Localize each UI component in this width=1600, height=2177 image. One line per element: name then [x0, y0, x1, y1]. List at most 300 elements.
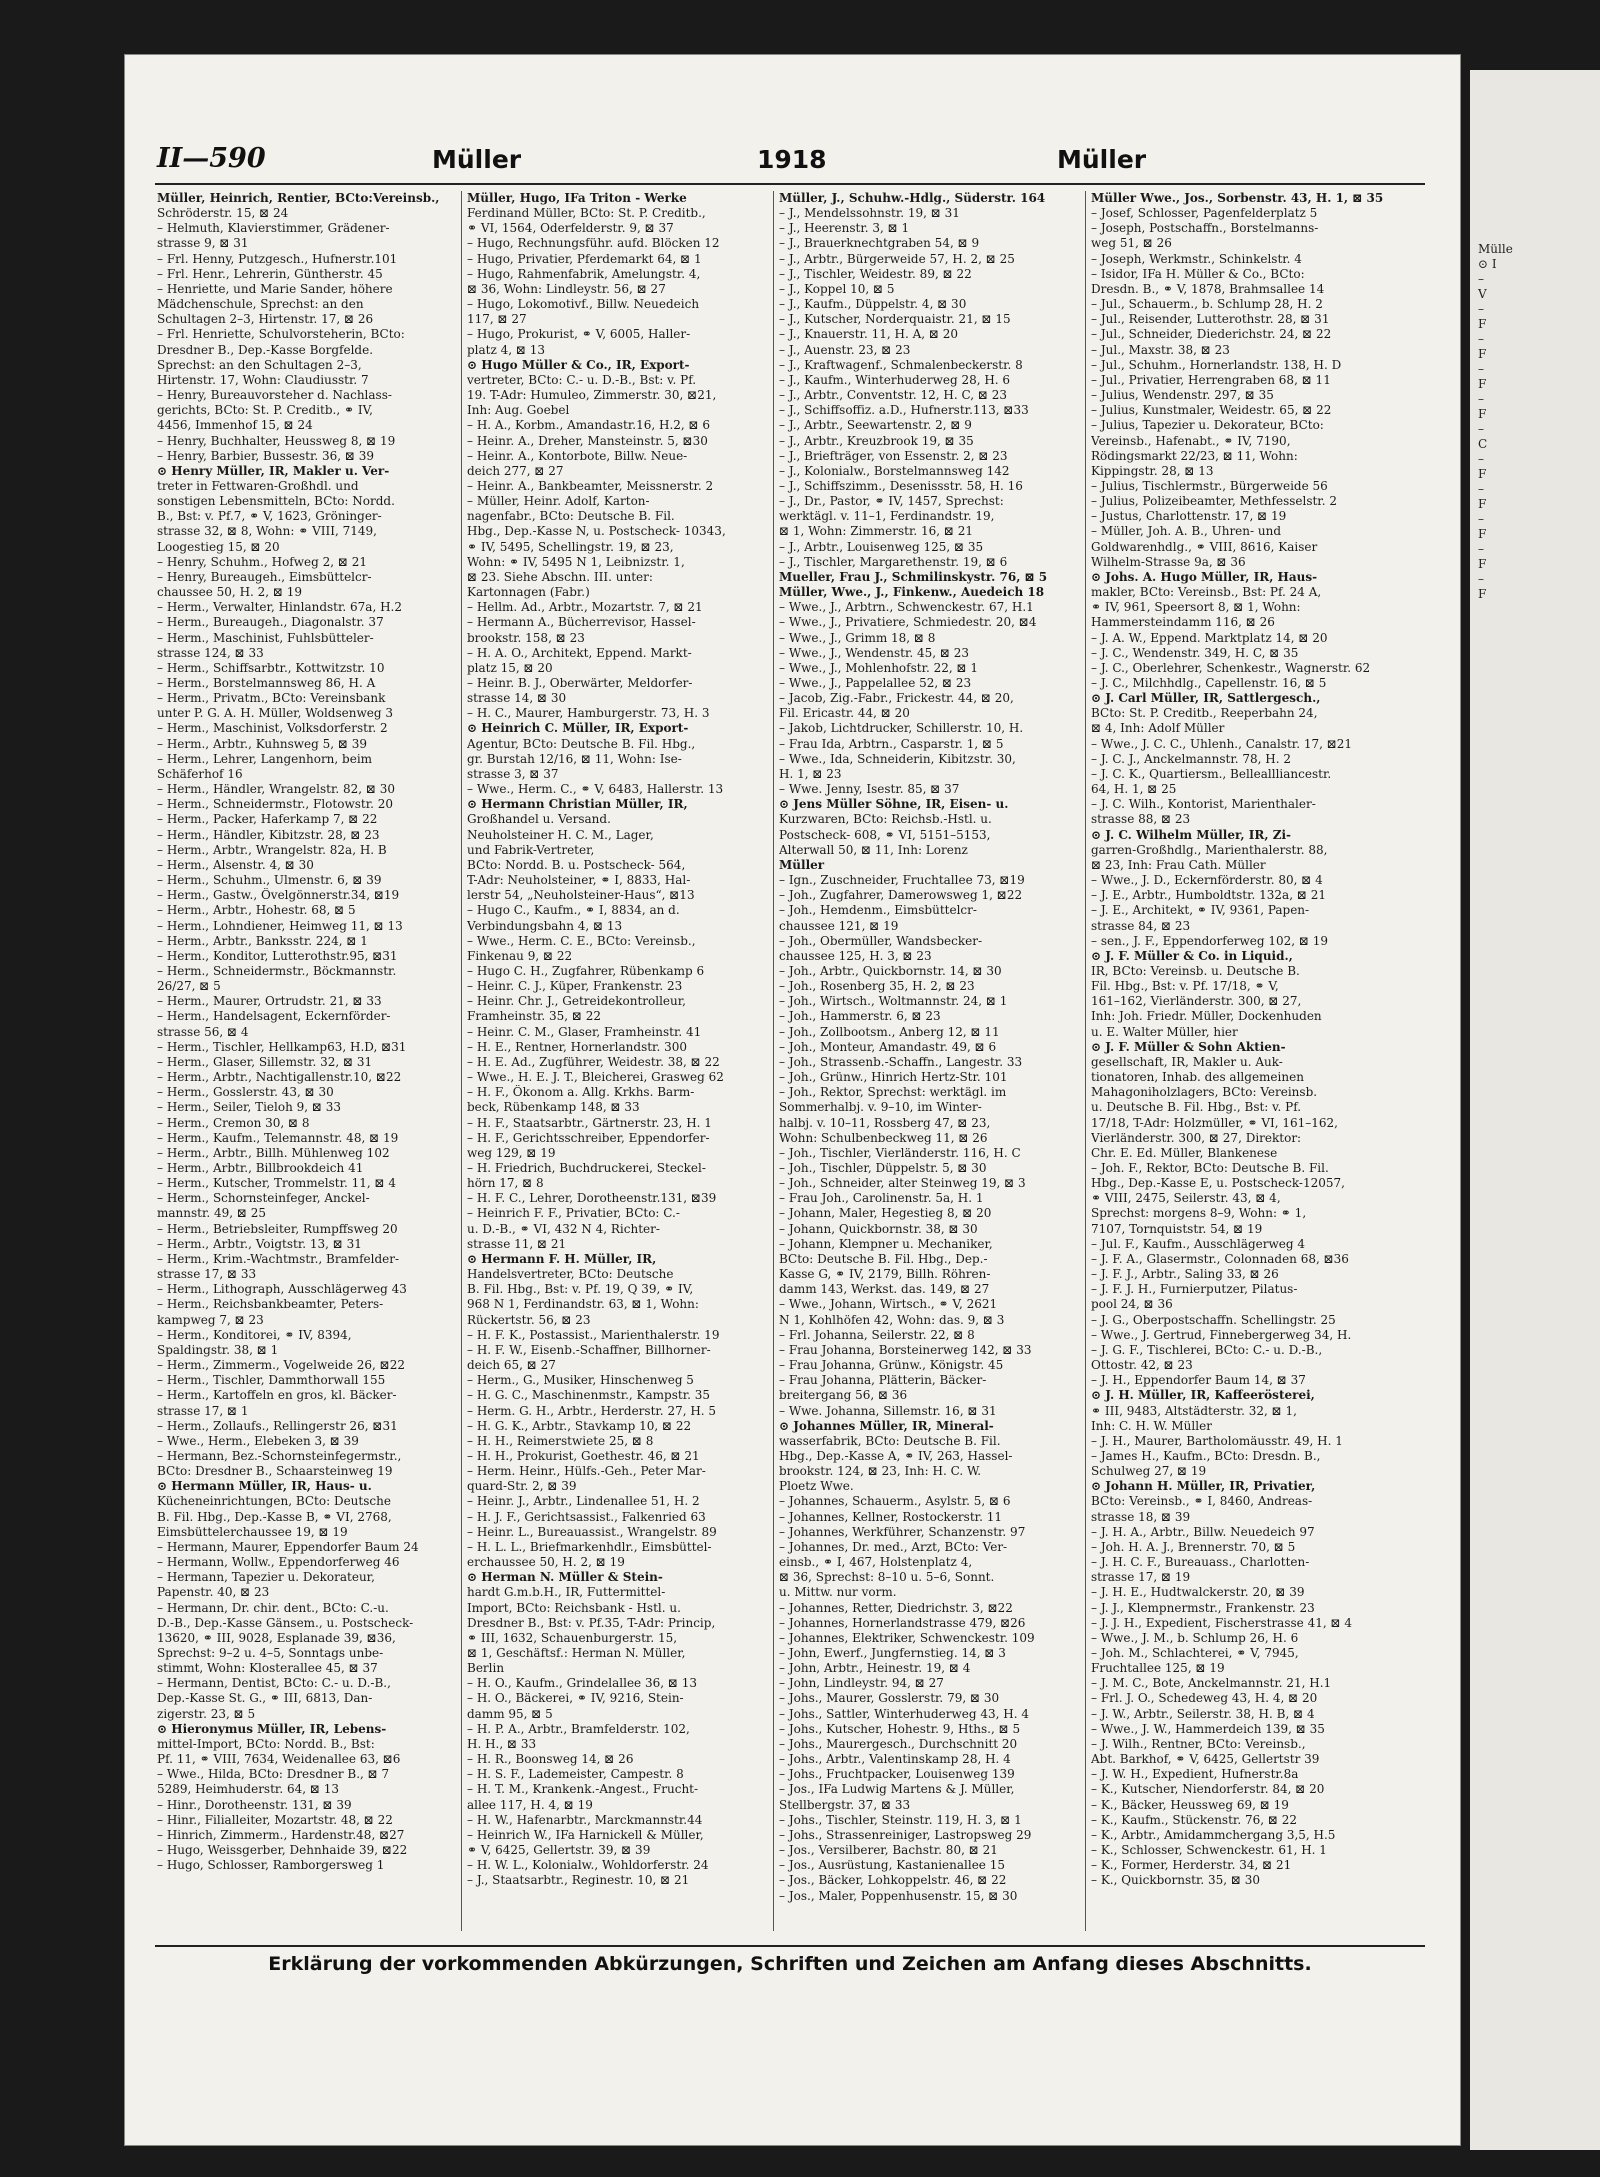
- entry-line: Dresdner B., Dep.-Kasse Borgfelde.: [157, 342, 374, 357]
- entry-line: ⊙ Johs. A. Hugo Müller, IR, Haus-: [1091, 569, 1318, 584]
- entry-line: Mädchenschule, Sprechst: an den: [157, 297, 364, 312]
- entry-line: strasse 88, ⊠ 23: [1091, 812, 1191, 827]
- entry-line: – Müller, Heinr. Adolf, Karton-: [467, 494, 650, 509]
- entry-line: – Hermann, Dentist, BCto: C.- u. D.-B.,: [157, 1676, 391, 1691]
- entry-line: – Herm., Konditorei, ⚭ IV, 8394,: [157, 1327, 352, 1342]
- entry-line: ⊙ Hermann Müller, IR, Haus- u.: [157, 1479, 372, 1494]
- entry-line: – H. G. C., Maschinenmstr., Kampstr. 35: [467, 1388, 711, 1403]
- entry-line: – J., Kaufm., Düppelstr. 4, ⊠ 30: [779, 297, 967, 312]
- entry-line: Dresdner B., Bst: v. Pf.35, T-Adr: Princip,: [467, 1615, 716, 1630]
- entry-line: 161–162, Vierländerstr. 300, ⊠ 27,: [1091, 994, 1302, 1009]
- entry-line: – Joh. M., Schlachterei, ⚭ V, 7945,: [1091, 1646, 1299, 1660]
- entry-line: Rödingsmarkt 22/23, ⊠ 11, Wohn:: [1091, 448, 1298, 463]
- entry-line: Loogestieg 15, ⊠ 20: [157, 539, 280, 554]
- entry-line: – Joh., Zollbootsm., Anberg 12, ⊠ 11: [779, 1024, 1000, 1039]
- entry-line: – Johannes, Hornerlandstrasse 479, ⊠26: [779, 1615, 1026, 1630]
- entry-line: – Wwe., J. W., Hammerdeich 139, ⊠ 35: [1091, 1721, 1325, 1736]
- entry-line: strasse 3, ⊠ 37: [467, 766, 559, 781]
- entry-line: ⊙ J. F. Müller & Co. in Liquid.,: [1091, 948, 1293, 963]
- entry-line: – Julius, Tischlermstr., Bürgerweide 56: [1091, 478, 1328, 493]
- entry-line: – Hinr., Dorotheenstr. 131, ⊠ 39: [157, 1797, 352, 1812]
- entry-line: erchaussee 50, H. 2, ⊠ 19: [467, 1555, 625, 1570]
- entry-line: Ploetz Wwe.: [779, 1479, 854, 1494]
- entry-line: Framheinstr. 35, ⊠ 22: [467, 1009, 602, 1024]
- entry-line: Sommerhalbj. v. 9–10, im Winter-: [779, 1100, 982, 1115]
- entry-line: – Henry, Bureaugeh., Eimsbüttelcr-: [157, 569, 372, 584]
- fragment-line: F: [1478, 317, 1487, 331]
- entry-line: – J. F. J. H., Furnierputzer, Pilatus-: [1091, 1282, 1298, 1297]
- entry-line: – Frl. J. O., Schedeweg 43, H. 4, ⊠ 20: [1091, 1691, 1318, 1706]
- entry-line: – H. L. L., Briefmarkenhdlr., Eimsbüttel-: [467, 1539, 712, 1554]
- entry-line: – Wwe., Herm., Elebeken 3, ⊠ 39: [157, 1433, 359, 1448]
- entry-line: – J. C., Milchhdlg., Capellenstr. 16, ⊠ 5: [1091, 676, 1327, 690]
- entry-line: – Joh., Zugfahrer, Damerowsweg 1, ⊠22: [779, 888, 1023, 903]
- fragment-line: V: [1478, 287, 1487, 301]
- entry-line: – Herm., Maschinist, Volksdorferstr. 2: [157, 721, 388, 736]
- entry-line: – Heinr. C. M., Glaser, Framheinstr. 41: [467, 1024, 702, 1039]
- entry-line: – Frau Johanna, Grünw., Königstr. 45: [779, 1358, 1004, 1373]
- entry-column-1: [157, 191, 453, 1873]
- entry-line: – Wwe. Jenny, Isestr. 85, ⊠ 37: [779, 782, 960, 797]
- entry-line: – Hermann, Dr. chir. dent., BCto: C.-u.: [157, 1600, 389, 1615]
- fragment-line: –: [1478, 392, 1484, 406]
- entry-line: und Fabrik-Vertreter,: [467, 842, 595, 857]
- entry-line: – Müller, Joh. A. B., Uhren- und: [1091, 524, 1282, 539]
- entry-line: – Wwe. Johanna, Sillemstr. 16, ⊠ 31: [779, 1403, 997, 1418]
- entry-line: – Julius, Tapezier u. Dekorateur, BCto:: [1091, 418, 1324, 433]
- entry-line: ⊙ J. Carl Müller, IR, Sattlergesch.,: [1091, 691, 1321, 706]
- entry-line: ⊠ 1, Geschäftsf.: Herman N. Müller,: [467, 1646, 686, 1660]
- entry-line: – Johs., Arbtr., Valentinskamp 28, H. 4: [779, 1752, 1011, 1767]
- entry-line: sonstigen Lebensmitteln, BCto: Nordd.: [157, 494, 395, 509]
- entry-line: – Herm., Lehrer, Langenhorn, beim: [157, 751, 373, 766]
- entry-line: – Johannes, Schauerm., Asylstr. 5, ⊠ 6: [779, 1494, 1011, 1509]
- entry-line: – Wwe., J. Gertrud, Finnebergerweg 34, H.: [1091, 1327, 1352, 1342]
- entry-line: – Jacob, Zig.-Fabr., Frickestr. 44, ⊠ 20,: [779, 691, 1014, 706]
- entry-line: – Hugo, Rechnungsführ. aufd. Blöcken 12: [467, 236, 720, 251]
- entry-line: – Isidor, IFa H. Müller & Co., BCto:: [1091, 266, 1305, 281]
- entry-line: – Frau Johanna, Plätterin, Bäcker-: [779, 1373, 987, 1388]
- entry-line: – Herm., Arbtr., Wrangelstr. 82a, H. B: [157, 842, 387, 857]
- entry-line: – J., Schiffszimm., Desenissstr. 58, H. 16: [779, 478, 1023, 493]
- entry-line: – Hugo, Lokomotivf., Billw. Neuedeich: [467, 297, 700, 312]
- entry-line: – J. C., Wendenstr. 349, H. C, ⊠ 35: [1091, 645, 1299, 660]
- entry-line: 64, H. 1, ⊠ 25: [1091, 782, 1177, 797]
- entry-line: strasse 18, ⊠ 39: [1091, 1509, 1191, 1524]
- entry-line: D.-B., Dep.-Kasse Gänsem., u. Postscheck-: [157, 1615, 414, 1630]
- entry-line: Vereinsb., Hafenabt., ⚭ IV, 7190,: [1091, 433, 1291, 448]
- entry-line: strasse 32, ⊠ 8, Wohn: ⚭ VIII, 7149,: [157, 524, 377, 539]
- entry-line: – Hermann, Tapezier u. Dekorateur,: [157, 1570, 375, 1585]
- page-number: II—590: [157, 143, 266, 174]
- entry-line: Hammersteindamm 116, ⊠ 26: [1091, 615, 1275, 630]
- entry-line: – Heinr. A., Kontorbote, Billw. Neue-: [467, 448, 688, 463]
- entry-line: Kartonnagen (Fabr.): [467, 585, 590, 600]
- entry-line: – Joh., Monteur, Amandastr. 49, ⊠ 6: [779, 1039, 997, 1054]
- entry-line: – Hermann, Wollw., Eppendorferweg 46: [157, 1555, 400, 1570]
- entry-line: Kücheneinrichtungen, BCto: Deutsche: [157, 1494, 391, 1509]
- fragment-line: F: [1478, 467, 1487, 481]
- entry-line: – Frl. Henr., Lehrerin, Güntherstr. 45: [157, 266, 383, 281]
- entry-line: chaussee 50, H. 2, ⊠ 19: [157, 585, 303, 600]
- entry-line: – Herm., Arbtr., Nachtigallenstr.10, ⊠22: [157, 1070, 402, 1085]
- entry-line: Spaldingstr. 38, ⊠ 1: [157, 1342, 279, 1357]
- entry-line: – Herm. Heinr., Hülfs.-Geh., Peter Mar-: [467, 1464, 706, 1479]
- entry-line: – J., Kutscher, Norderquaistr. 21, ⊠ 15: [779, 312, 1011, 327]
- entry-line: Inh: C. H. W. Müller: [1091, 1418, 1212, 1433]
- entry-line: ⚭ III, 9483, Altstädterstr. 32, ⊠ 1,: [1091, 1403, 1297, 1418]
- entry-line: – Frl. Henny, Putzgesch., Hufnerstr.101: [157, 251, 398, 266]
- fragment-line: –: [1478, 452, 1484, 466]
- entry-line: – K., Former, Herderstr. 34, ⊠ 21: [1091, 1858, 1292, 1873]
- entry-line: quard-Str. 2, ⊠ 39: [467, 1479, 577, 1494]
- entry-line: – J., Knauerstr. 11, H. A, ⊠ 20: [779, 327, 959, 342]
- entry-line: weg 129, ⊠ 19: [467, 1145, 556, 1160]
- entry-line: – Jul., Privatier, Herrengraben 68, ⊠ 11: [1091, 372, 1331, 387]
- entry-line: IR, BCto: Vereinsb. u. Deutsche B.: [1091, 963, 1300, 978]
- entry-line: ⊙ Hermann F. H. Müller, IR,: [467, 1251, 657, 1266]
- entry-line: – Frau Ida, Arbtrn., Casparstr. 1, ⊠ 5: [779, 736, 1004, 751]
- entry-line: Mahagoniholzlagers, BCto: Vereinsb.: [1091, 1085, 1318, 1100]
- fragment-line: –: [1478, 302, 1484, 316]
- entry-line: Müller: [779, 857, 825, 872]
- entry-line: Sprechst: an den Schultagen 2–3,: [157, 357, 362, 372]
- entry-line: Chr. E. Ed. Müller, Blankenese: [1091, 1145, 1278, 1160]
- next-page-fragment: [1478, 242, 1598, 602]
- entry-line: – Herm., Borstelmannsweg 86, H. A: [157, 676, 376, 690]
- fragment-line: –: [1478, 272, 1484, 286]
- entry-line: – K., Bäcker, Heussweg 69, ⊠ 19: [1091, 1797, 1289, 1812]
- entry-line: – Joh., Arbtr., Quickbornstr. 14, ⊠ 30: [779, 963, 1002, 978]
- entry-line: – J. H. C. F., Bureauass., Charlotten-: [1091, 1555, 1310, 1570]
- entry-line: – J. C. J., Anckelmannstr. 78, H. 2: [1091, 751, 1291, 766]
- entry-line: – J. W. H., Expedient, Hufnerstr.8a: [1091, 1767, 1299, 1782]
- entry-line: – Jul., Schneider, Diederichstr. 24, ⊠ 22: [1091, 327, 1332, 342]
- entry-line: mittel-Import, BCto: Nordd. B., Bst:: [157, 1736, 375, 1751]
- entry-line: – Wwe., J., Arbtrn., Schwenckestr. 67, H.1: [779, 600, 1034, 615]
- entry-line: – H. R., Boonsweg 14, ⊠ 26: [467, 1752, 634, 1767]
- entry-line: – Herm., Händler, Kibitzstr. 28, ⊠ 23: [157, 827, 380, 842]
- entry-line: – Herm., Schneidermstr., Böckmannstr.: [157, 963, 397, 978]
- entry-line: ⊙ J. F. Müller & Sohn Aktien-: [1091, 1039, 1286, 1054]
- entry-line: – Joh., Hemdenm., Eimsbüttelcr-: [779, 903, 977, 918]
- entry-line: Sprechst: morgens 8–9, Wohn: ⚭ 1,: [1091, 1206, 1307, 1221]
- entry-line: – H. Friedrich, Buchdruckerei, Steckel-: [467, 1161, 706, 1175]
- entry-line: T-Adr: Neuholsteiner, ⚭ I, 8833, Hal-: [467, 873, 691, 888]
- entry-line: garren-Großhdlg., Marienthalerstr. 88,: [1091, 842, 1328, 857]
- entry-line: – Frau Johanna, Borsteinerweg 142, ⊠ 33: [779, 1342, 1032, 1357]
- entry-line: ⊙ Johannes Müller, IR, Mineral-: [779, 1418, 994, 1433]
- entry-line: – John, Arbtr., Heinestr. 19, ⊠ 4: [779, 1661, 971, 1676]
- entry-line: – H. P. A., Arbtr., Bramfelderstr. 102,: [467, 1721, 690, 1736]
- entry-line: u. D.-B., ⚭ VI, 432 N 4, Richter-: [467, 1221, 660, 1236]
- entry-line: Müller, Heinrich, Rentier, BCto:Vereinsb.,: [157, 191, 440, 205]
- column-divider: [773, 191, 774, 1931]
- entry-line: Dresdn. B., ⚭ V, 1878, Brahmsallee 14: [1091, 281, 1325, 296]
- entry-line: Postscheck- 608, ⚭ VI, 5151–5153,: [779, 827, 991, 842]
- entry-line: Müller, J., Schuhw.-Hdlg., Süderstr. 164: [779, 191, 1046, 205]
- entry-line: – Heinr. Chr. J., Getreidekontrolleur,: [467, 994, 686, 1009]
- entry-line: – J. C. K., Quartiersm., Belleallliancestr.: [1091, 766, 1332, 781]
- entry-line: Schröderstr. 15, ⊠ 24: [157, 206, 289, 221]
- entry-line: ⊙ Johann H. Müller, IR, Privatier,: [1091, 1479, 1316, 1494]
- entry-line: – Johannes, Werkführer, Schanzenstr. 97: [779, 1524, 1026, 1539]
- entry-line: – J. H., Eppendorfer Baum 14, ⊠ 37: [1091, 1373, 1306, 1388]
- entry-line: damm 95, ⊠ 5: [467, 1706, 553, 1721]
- entry-line: breitergang 56, ⊠ 36: [779, 1388, 908, 1403]
- entry-line: – Herm., Handelsagent, Eckernförder-: [157, 1009, 391, 1024]
- entry-line: deich 277, ⊠ 27: [467, 463, 564, 478]
- entry-line: – Heinr. J., Arbtr., Lindenallee 51, H. 2: [467, 1494, 700, 1509]
- entry-column-2: [467, 191, 763, 1889]
- entry-line: – H. F. K., Postassist., Marienthalerstr. 19: [467, 1327, 720, 1342]
- entry-line: – Herm., Privatm., BCto: Vereinsbank: [157, 691, 386, 706]
- entry-line: vertreter, BCto: C.- u. D.-B., Bst: v. Pf.: [467, 372, 697, 387]
- entry-line: ⊠ 4, Inh: Adolf Müller: [1091, 721, 1225, 736]
- entry-line: – Herm., Krim.-Wachtmstr., Bramfelder-: [157, 1251, 400, 1266]
- entry-line: ⚭ IV, 5495, Schellingstr. 19, ⊠ 23,: [467, 539, 674, 554]
- entry-line: – Johs., Kutscher, Hohestr. 9, Hths., ⊠ 5: [779, 1721, 1021, 1736]
- entry-line: – Johann, Klempner u. Mechaniker,: [779, 1236, 993, 1251]
- entry-line: – H. A., Korbm., Amandastr.16, H.2, ⊠ 6: [467, 418, 711, 433]
- entry-line: – Herm. G. H., Arbtr., Herderstr. 27, H. 5: [467, 1403, 717, 1418]
- entry-line: – Heinr. B. J., Oberwärter, Meldorfer-: [467, 676, 693, 690]
- entry-line: Papenstr. 40, ⊠ 23: [157, 1585, 270, 1600]
- entry-line: Schulweg 27, ⊠ 19: [1091, 1464, 1207, 1479]
- entry-line: – Johs., Maurer, Gosslerstr. 79, ⊠ 30: [779, 1691, 1000, 1706]
- entry-line: – Herm., Gosslerstr. 43, ⊠ 30: [157, 1085, 334, 1100]
- entry-line: – H. F., Ökonom a. Allg. Krkhs. Barm-: [467, 1085, 695, 1100]
- entry-line: – Herm., Arbtr., Hohestr. 68, ⊠ 5: [157, 903, 356, 918]
- entry-line: ⚭ VIII, 2475, Seilerstr. 43, ⊠ 4,: [1091, 1191, 1281, 1206]
- header-right-word: Müller: [1057, 145, 1147, 174]
- entry-line: – Wwe., J. M., b. Schlump 26, H. 6: [1091, 1630, 1299, 1645]
- entry-line: – K., Quickbornstr. 35, ⊠ 30: [1091, 1873, 1261, 1888]
- entry-line: – J., Tischler, Weidestr. 89, ⊠ 22: [779, 266, 972, 281]
- entry-line: – Herm., Verwalter, Hinlandstr. 67a, H.2: [157, 600, 403, 615]
- entry-line: lerstr 54, „Neuholsteiner-Haus“, ⊠13: [467, 888, 695, 903]
- entry-line: – Joh., Grünw., Hinrich Hertz-Str. 101: [779, 1070, 1008, 1085]
- entry-line: zigerstr. 23, ⊠ 5: [157, 1706, 256, 1721]
- entry-line: – Julius, Wendenstr. 297, ⊠ 35: [1091, 388, 1274, 403]
- entry-line: – Hermann, Bez.-Schornsteinfegermstr.,: [157, 1448, 402, 1463]
- entry-line: – J. H. E., Hudtwalckerstr. 20, ⊠ 39: [1091, 1585, 1305, 1600]
- entry-line: – Johannes, Dr. med., Arzt, BCto: Ver-: [779, 1539, 1008, 1554]
- entry-line: – Joh. H. A. J., Brennerstr. 70, ⊠ 5: [1091, 1539, 1296, 1554]
- entry-line: – J., Arbtr., Bürgerweide 57, H. 2, ⊠ 25: [779, 251, 1015, 266]
- entry-line: platz 15, ⊠ 20: [467, 660, 553, 675]
- entry-line: – Herm., Händler, Wrangelstr. 82, ⊠ 30: [157, 782, 396, 797]
- entry-line: Fil. Hbg., Bst: v. Pf. 17/18, ⚭ V,: [1091, 979, 1279, 994]
- entry-line: – H. H., Prokurist, Goethestr. 46, ⊠ 21: [467, 1448, 700, 1463]
- entry-line: gerichts, BCto: St. P. Creditb., ⚭ IV,: [157, 403, 373, 418]
- entry-line: Hbg., Dep.-Kasse N, u. Postscheck- 10343,: [467, 524, 726, 539]
- entry-line: – Johannes, Retter, Diedrichstr. 3, ⊠22: [779, 1600, 1013, 1615]
- entry-line: – Heinr. A., Bankbeamter, Meissnerstr. 2: [467, 478, 714, 493]
- entry-line: – Wwe., Ida, Schneiderin, Kibitzstr. 30,: [779, 751, 1016, 766]
- entry-line: Pf. 11, ⚭ VIII, 7634, Weidenallee 63, ⊠6: [157, 1752, 401, 1767]
- entry-line: damm 143, Werkst. das. 149, ⊠ 27: [779, 1282, 990, 1297]
- footer-rule: [155, 1945, 1425, 1947]
- entry-line: BCto: Nordd. B. u. Postscheck- 564,: [467, 857, 686, 872]
- entry-line: ⊠ 23. Siehe Abschn. III. unter:: [467, 569, 653, 584]
- entry-line: – Henry, Schuhm., Hofweg 2, ⊠ 21: [157, 554, 368, 569]
- entry-line: – Herm., Konditor, Lutterothstr.95, ⊠31: [157, 948, 398, 963]
- entry-line: – Justus, Charlottenstr. 17, ⊠ 19: [1091, 509, 1287, 524]
- entry-line: – J., Kaufm., Winterhuderweg 28, H. 6: [779, 372, 1011, 387]
- entry-line: ⊙ Hugo Müller & Co., IR, Export-: [467, 357, 690, 372]
- entry-line: Finkenau 9, ⊠ 22: [467, 948, 573, 963]
- entry-line: – Hinrich, Zimmerm., Hardenstr.48, ⊠27: [157, 1827, 405, 1842]
- entry-line: – Hugo, Privatier, Pferdemarkt 64, ⊠ 1: [467, 251, 702, 266]
- entry-line: Müller Wwe., Jos., Sorbenstr. 43, H. 1, ⊠ 35: [1091, 191, 1384, 205]
- entry-line: chaussee 121, ⊠ 19: [779, 918, 899, 933]
- entry-line: Ferdinand Müller, BCto: St. P. Creditb.,: [467, 206, 706, 221]
- entry-line: – J., Arbtr., Seewartenstr. 2, ⊠ 9: [779, 418, 972, 433]
- entry-line: ⊠ 36, Wohn: Lindleystr. 56, ⊠ 27: [467, 281, 666, 296]
- entry-line: 13620, ⚭ III, 9028, Esplanade 39, ⊠36,: [157, 1630, 396, 1645]
- entry-line: N 1, Kohlhöfen 42, Wohn: das. 9, ⊠ 3: [779, 1312, 1005, 1327]
- entry-line: – Wwe., J., Grimm 18, ⊠ 8: [779, 630, 936, 645]
- entry-line: 19. T-Adr: Humuleo, Zimmerstr. 30, ⊠21,: [467, 388, 717, 403]
- entry-line: – J. F. J., Arbtr., Saling 33, ⊠ 26: [1091, 1267, 1279, 1282]
- entry-line: – Joh., Wirtsch., Woltmannstr. 24, ⊠ 1: [779, 994, 1008, 1009]
- entry-line: – J., Schiffsoffiz. a.D., Hufnerstr.113, ⊠33: [779, 403, 1029, 418]
- fragment-line: –: [1478, 332, 1484, 346]
- entry-line: – J., Koppel 10, ⊠ 5: [779, 281, 895, 296]
- entry-line: – Joh., Rosenberg 35, H. 2, ⊠ 23: [779, 979, 975, 994]
- fragment-line: F: [1478, 407, 1487, 421]
- entry-line: beck, Rübenkamp 148, ⊠ 33: [467, 1100, 640, 1115]
- entry-line: – H. A. O., Architekt, Eppend. Markt-: [467, 645, 692, 660]
- entry-line: – H. O., Bäckerei, ⚭ IV, 9216, Stein-: [467, 1691, 684, 1706]
- entry-line: – Joh., Hammerstr. 6, ⊠ 23: [779, 1009, 941, 1024]
- entry-line: Inh: Joh. Friedr. Müller, Dockenhuden: [1091, 1009, 1322, 1024]
- entry-line: Müller, Hugo, IFa Triton - Werke: [467, 191, 687, 205]
- entry-line: deich 65, ⊠ 27: [467, 1358, 556, 1373]
- entry-line: Müller, Wwe., J., Finkenw., Auedeich 18: [779, 585, 1045, 600]
- entry-line: – Wwe., J. D., Eckernförderstr. 80, ⊠ 4: [1091, 873, 1323, 888]
- column-divider: [1085, 191, 1086, 1931]
- entry-line: – Hermann, Maurer, Eppendorfer Baum 24: [157, 1539, 419, 1554]
- fragment-line: F: [1478, 527, 1487, 541]
- entry-line: strasse 14, ⊠ 30: [467, 691, 567, 706]
- entry-line: – H. S. F., Lademeister, Campestr. 8: [467, 1767, 684, 1782]
- entry-line: – Herm., Cremon 30, ⊠ 8: [157, 1115, 310, 1130]
- entry-line: – Joh. F., Rektor, BCto: Deutsche B. Fil.: [1091, 1161, 1329, 1175]
- entry-line: ⊙ Heinrich C. Müller, IR, Export-: [467, 721, 689, 736]
- entry-line: – Heinr. L., Bureauassist., Wrangelstr. 89: [467, 1524, 717, 1539]
- entry-line: – Jos., Maler, Poppenhusenstr. 15, ⊠ 30: [779, 1888, 1018, 1903]
- entry-line: 17/18, T-Adr: Holzmüller, ⚭ VI, 161–162,: [1091, 1115, 1338, 1130]
- entry-line: Wohn: ⚭ IV, 5495 N 1, Leibnizstr. 1,: [467, 554, 685, 569]
- entry-line: nagenfabr., BCto: Deutsche B. Fil.: [467, 509, 675, 524]
- entry-line: – Jos., Ausrüstung, Kastanienallee 15: [779, 1858, 1005, 1873]
- entry-line: – Wwe., J., Wendenstr. 45, ⊠ 23: [779, 645, 970, 660]
- entry-line: halbj. v. 10–11, Rossberg 47, ⊠ 23,: [779, 1115, 991, 1130]
- entry-line: Sprechst: 9–2 u. 4–5, Sonntags unbe-: [157, 1646, 384, 1660]
- entry-line: – H. F. W., Eisenb.-Schaffner, Billhorner-: [467, 1342, 711, 1357]
- entry-line: – Frl. Johanna, Seilerstr. 22, ⊠ 8: [779, 1327, 975, 1342]
- entry-line: – James H., Kaufm., BCto: Dresdn. B.,: [1091, 1448, 1321, 1463]
- entry-line: – Herm., Kartoffeln en gros, kl. Bäcker-: [157, 1388, 397, 1403]
- entry-line: – Hugo C., Kaufm., ⚭ I, 8834, an d.: [467, 903, 680, 918]
- entry-line: – Johs., Strassenreiniger, Lastropsweg 29: [779, 1827, 1032, 1842]
- fragment-line: F: [1478, 347, 1487, 361]
- entry-line: – Herm., Seiler, Tieloh 9, ⊠ 33: [157, 1100, 342, 1115]
- entry-line: – Hugo, Schlosser, Ramborgersweg 1: [157, 1858, 385, 1873]
- entry-line: – John, Ewerf., Jungfernstieg. 14, ⊠ 3: [779, 1646, 1006, 1660]
- entry-line: – Herm., Arbtr., Voigtstr. 13, ⊠ 31: [157, 1236, 362, 1251]
- fragment-line: –: [1478, 572, 1484, 586]
- entry-line: Handelsvertreter, BCto: Deutsche: [467, 1267, 674, 1282]
- entry-line: ⚭ VI, 1564, Oderfelderstr. 9, ⊠ 37: [467, 221, 674, 236]
- fragment-line: C: [1478, 437, 1488, 451]
- entry-line: strasse 9, ⊠ 31: [157, 236, 249, 251]
- entry-line: – Herm., Betriebsleiter, Rumpffsweg 20: [157, 1221, 398, 1236]
- entry-line: – Herm., Zollaufs., Rellingerstr 26, ⊠31: [157, 1418, 398, 1433]
- entry-line: – Herm., Lohndiener, Heimweg 11, ⊠ 13: [157, 918, 403, 933]
- entry-line: – Heinrich F. F., Privatier, BCto: C.-: [467, 1206, 680, 1221]
- entry-line: – J. C., Oberlehrer, Schenkestr., Wagnerstr. 62: [1091, 660, 1371, 675]
- entry-line: – J. A. W., Eppend. Marktplatz 14, ⊠ 20: [1091, 630, 1328, 645]
- entry-line: – Herm., Arbtr., Kuhnsweg 5, ⊠ 39: [157, 736, 368, 751]
- directory-page: [125, 55, 1460, 2145]
- entry-line: – Herm., Gastw., Övelgönnerstr.34, ⊠19: [157, 888, 400, 903]
- entry-line: Import, BCto: Reichsbank - Hstl. u.: [467, 1600, 681, 1615]
- entry-line: – Joseph, Werkmstr., Schinkelstr. 4: [1091, 251, 1302, 266]
- entry-line: – J., Dr., Pastor, ⚭ IV, 1457, Sprechst:: [779, 494, 1004, 509]
- entry-line: – J. J., Klempnermstr., Frankenstr. 23: [1091, 1600, 1315, 1615]
- entry-line: – Johs., Maurergesch., Durchschnitt 20: [779, 1736, 1018, 1751]
- entry-line: tionatoren, Inhab. des allgemeinen: [1091, 1070, 1304, 1085]
- entry-line: hörn 17, ⊠ 8: [467, 1176, 544, 1191]
- entry-line: – Frl. Henriette, Schulvorsteherin, BCto:: [157, 327, 405, 342]
- entry-line: – J. W., Arbtr., Seilerstr. 38, H. B, ⊠ 4: [1091, 1706, 1315, 1721]
- entry-line: – H. E. Ad., Zugführer, Weidestr. 38, ⊠ 22: [467, 1054, 720, 1069]
- entry-line: – H. F., Gerichtsschreiber, Eppendorfer-: [467, 1130, 710, 1145]
- entry-line: – Jos., IFa Ludwig Martens & J. Müller,: [779, 1782, 1015, 1797]
- header-rule: [155, 183, 1425, 185]
- entry-line: – H. C., Maurer, Hamburgerstr. 73, H. 3: [467, 706, 710, 721]
- entry-line: BCto: Dresdner B., Schaarsteinweg 19: [157, 1464, 393, 1479]
- entry-line: – Hermann A., Bücherrevisor, Hassel-: [467, 615, 696, 630]
- entry-line: – Johann, Maler, Hegestieg 8, ⊠ 20: [779, 1206, 992, 1221]
- entry-line: – Herm., Kaufm., Telemannstr. 48, ⊠ 19: [157, 1130, 399, 1145]
- entry-line: – H. W. L., Kolonialw., Wohldorferstr. 24: [467, 1858, 709, 1873]
- entry-line: H. 1, ⊠ 23: [779, 766, 842, 781]
- entry-line: – Johs., Fruchtpacker, Louisenweg 139: [779, 1767, 1015, 1782]
- entry-line: ⊙ Henry Müller, IR, Makler u. Ver-: [157, 463, 390, 478]
- entry-line: 5289, Heimhuderstr. 64, ⊠ 13: [157, 1782, 339, 1797]
- entry-line: Großhandel u. Versand.: [467, 812, 611, 827]
- entry-line: – Wwe., J., Pappelallee 52, ⊠ 23: [779, 676, 972, 690]
- entry-line: – Johs., Sattler, Winterhuderweg 43, H. 4: [779, 1706, 1030, 1721]
- fragment-line: –: [1478, 422, 1484, 436]
- entry-line: – Herm., Reichsbankbeamter, Peters-: [157, 1297, 384, 1312]
- entry-line: – Ign., Zuschneider, Fruchtallee 73, ⊠19: [779, 873, 1025, 888]
- entry-line: strasse 84, ⊠ 23: [1091, 918, 1191, 933]
- entry-line: – Herm., Schneidermstr., Flotowstr. 20: [157, 797, 394, 812]
- footer-note: Erklärung der vorkommenden Abkürzungen, Schriften und Zeichen am Anfang dieses Abschnitts.: [268, 1953, 1312, 1975]
- entry-line: werktägl. v. 11–1, Ferdinandstr. 19,: [779, 509, 995, 524]
- entry-line: – J., Kolonialw., Borstelmannsweg 142: [779, 463, 1010, 478]
- entry-line: – Wwe., Hilda, BCto: Dresdner B., ⊠ 7: [157, 1767, 390, 1782]
- entry-line: 26/27, ⊠ 5: [157, 979, 221, 994]
- fragment-line: –: [1478, 512, 1484, 526]
- entry-line: Kurzwaren, BCto: Reichsb.-Hstl. u.: [779, 812, 992, 827]
- fragment-line: F: [1478, 587, 1487, 601]
